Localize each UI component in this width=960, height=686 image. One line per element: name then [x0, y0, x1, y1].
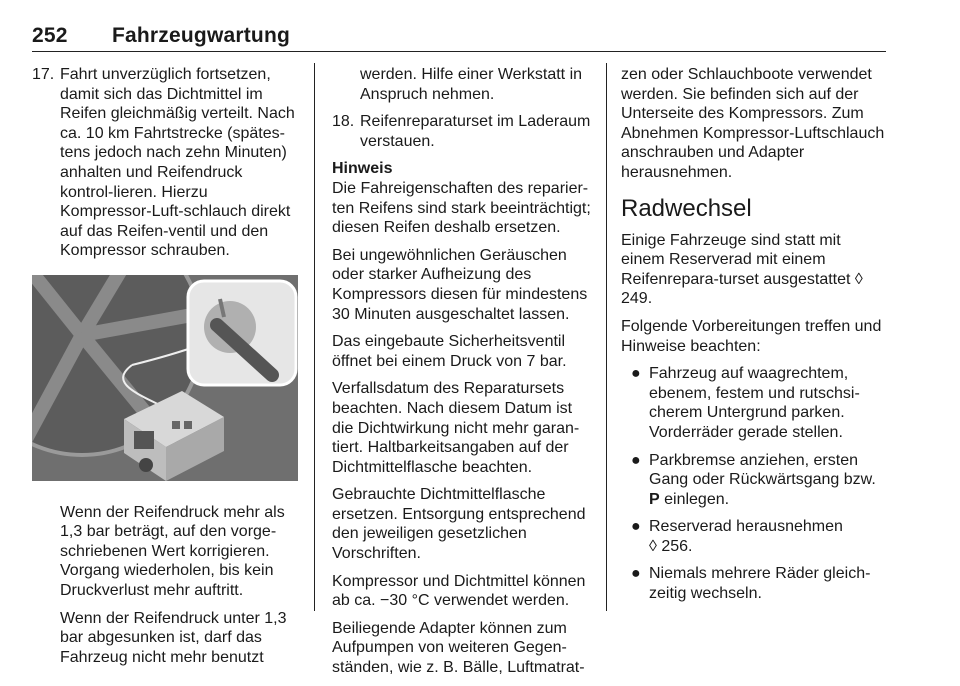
- paragraph: Folgende Vorbereitungen treffen und Hinweise beachten:: [621, 317, 882, 355]
- page-number: 252: [32, 24, 68, 47]
- bullet-item: ● Fahrzeug auf waagrechtem, ebenem, festem und rutschsi-cherem Untergrund parken. Vorderräder gerade stellen.: [631, 365, 860, 441]
- note-heading: Hinweis: [332, 160, 393, 178]
- bullet-item: ● Reserverad herausnehmen ◊ 256.: [631, 518, 843, 555]
- bullet-item: ● Parkbremse anziehen, ersten Gang oder Rückwärtsgang bzw. P einlegen.: [631, 451, 876, 508]
- page-header: [32, 24, 290, 48]
- page-reference[interactable]: 249.: [621, 290, 653, 308]
- step-number: 18.: [332, 113, 355, 131]
- instruction-block: [32, 503, 298, 668]
- reference-icon: ◊: [854, 270, 863, 288]
- paragraph: Wenn der Reifendruck unter 1,3 bar abgesunken ist, darf das Fahrzeug nicht mehr benutzt: [60, 609, 287, 666]
- header-rule: [32, 51, 886, 52]
- bullet-icon: ●: [631, 565, 641, 583]
- paragraph: Das eingebaute Sicherheitsventil öffnet bei einem Druck von 7 bar.: [332, 333, 567, 370]
- page-reference[interactable]: 256.: [661, 537, 693, 555]
- column-divider-1: [314, 63, 315, 611]
- bullet-icon: ●: [631, 365, 641, 383]
- column-divider-2: [606, 63, 607, 611]
- paragraph: Verfallsdatum des Reparatursets beachten. Nach diesem Datum ist die Dichtwirkung nicht mehr garan-tiert. Haltbarkeitsangaben auf der Dichtmittelflasche beachten.: [332, 380, 580, 476]
- column-2: [332, 65, 594, 686]
- bullet-icon: ●: [631, 451, 641, 469]
- paragraph: Wenn der Reifendruck mehr als 1,3 bar beträgt, auf den vorge-schriebenen Wert korrigieren. Vorgang wiederholen, bis kein Druckverlust mehr auftritt.: [60, 503, 285, 599]
- step-number: 17.: [32, 66, 55, 83]
- page-title: Fahrzeugwartung: [112, 24, 291, 47]
- paragraph: Einige Fahrzeuge sind statt mit einem Reserverad mit einem Reifenrepara-turset ausgestattet ◊ 249.: [621, 231, 863, 308]
- bullet-item: ● Niemals mehrere Räder gleich-zeitig wechseln.: [631, 565, 871, 603]
- note-text: Die Fahreigenschaften des reparier-ten Reifens sind stark beeinträchtigt; diesen Reifen deshalb ersetzen.: [332, 179, 591, 237]
- compressor-illustration: [32, 275, 298, 481]
- column-1: [32, 65, 298, 675]
- section-heading: Radwechsel: [621, 194, 752, 222]
- column-3: [621, 65, 887, 612]
- paragraph: Kompressor und Dichtmittel können ab ca. −30 °C verwendet werden.: [332, 572, 586, 610]
- paragraph: Beiliegende Adapter können zum Aufpumpen von weiteren Gegen-ständen, wie z. B. Bälle, Luftmatrat-: [332, 619, 585, 677]
- paragraph: Bei ungewöhnlichen Geräuschen oder starker Aufheizung des Kompressors diesen für mindestens 30 Minuten ausgeschaltet lassen.: [332, 246, 588, 323]
- paragraph: zen oder Schlauchboote verwendet werden. Sie befinden sich auf der Unterseite des Kompressors. Zum Abnehmen Kompressor-Luftschlauch anschrauben und Adapter herausnehmen.: [621, 66, 885, 181]
- gear-position-label: P: [649, 490, 660, 508]
- step-17: [32, 65, 298, 261]
- step-text: Fahrt unverzüglich fortsetzen, damit sich das Dichtmittel im Reifen gleichmäßig verteilt. Nach ca. 10 km Fahrtstrecke (spätes-tens jedoch nach zehn Minuten) anhalten und Reifendruck kontrol-lieren. Hierzu Kompressor-Luft-schlauch direkt auf das Reifen-ventil und den Kompressor schrauben.: [60, 66, 295, 260]
- step-17-continued: werden. Hilfe einer Werkstatt in Anspruch nehmen.: [360, 66, 583, 103]
- bullet-icon: ●: [631, 518, 641, 536]
- step-text: Reifenreparaturset im Laderaum verstauen.: [360, 113, 591, 150]
- step-18: [332, 112, 594, 151]
- paragraph: Gebrauchte Dichtmittelflasche ersetzen. Entsorgung entsprechend den jeweiligen gesetzlichen Vorschriften.: [332, 486, 586, 563]
- reference-icon: ◊: [649, 537, 657, 555]
